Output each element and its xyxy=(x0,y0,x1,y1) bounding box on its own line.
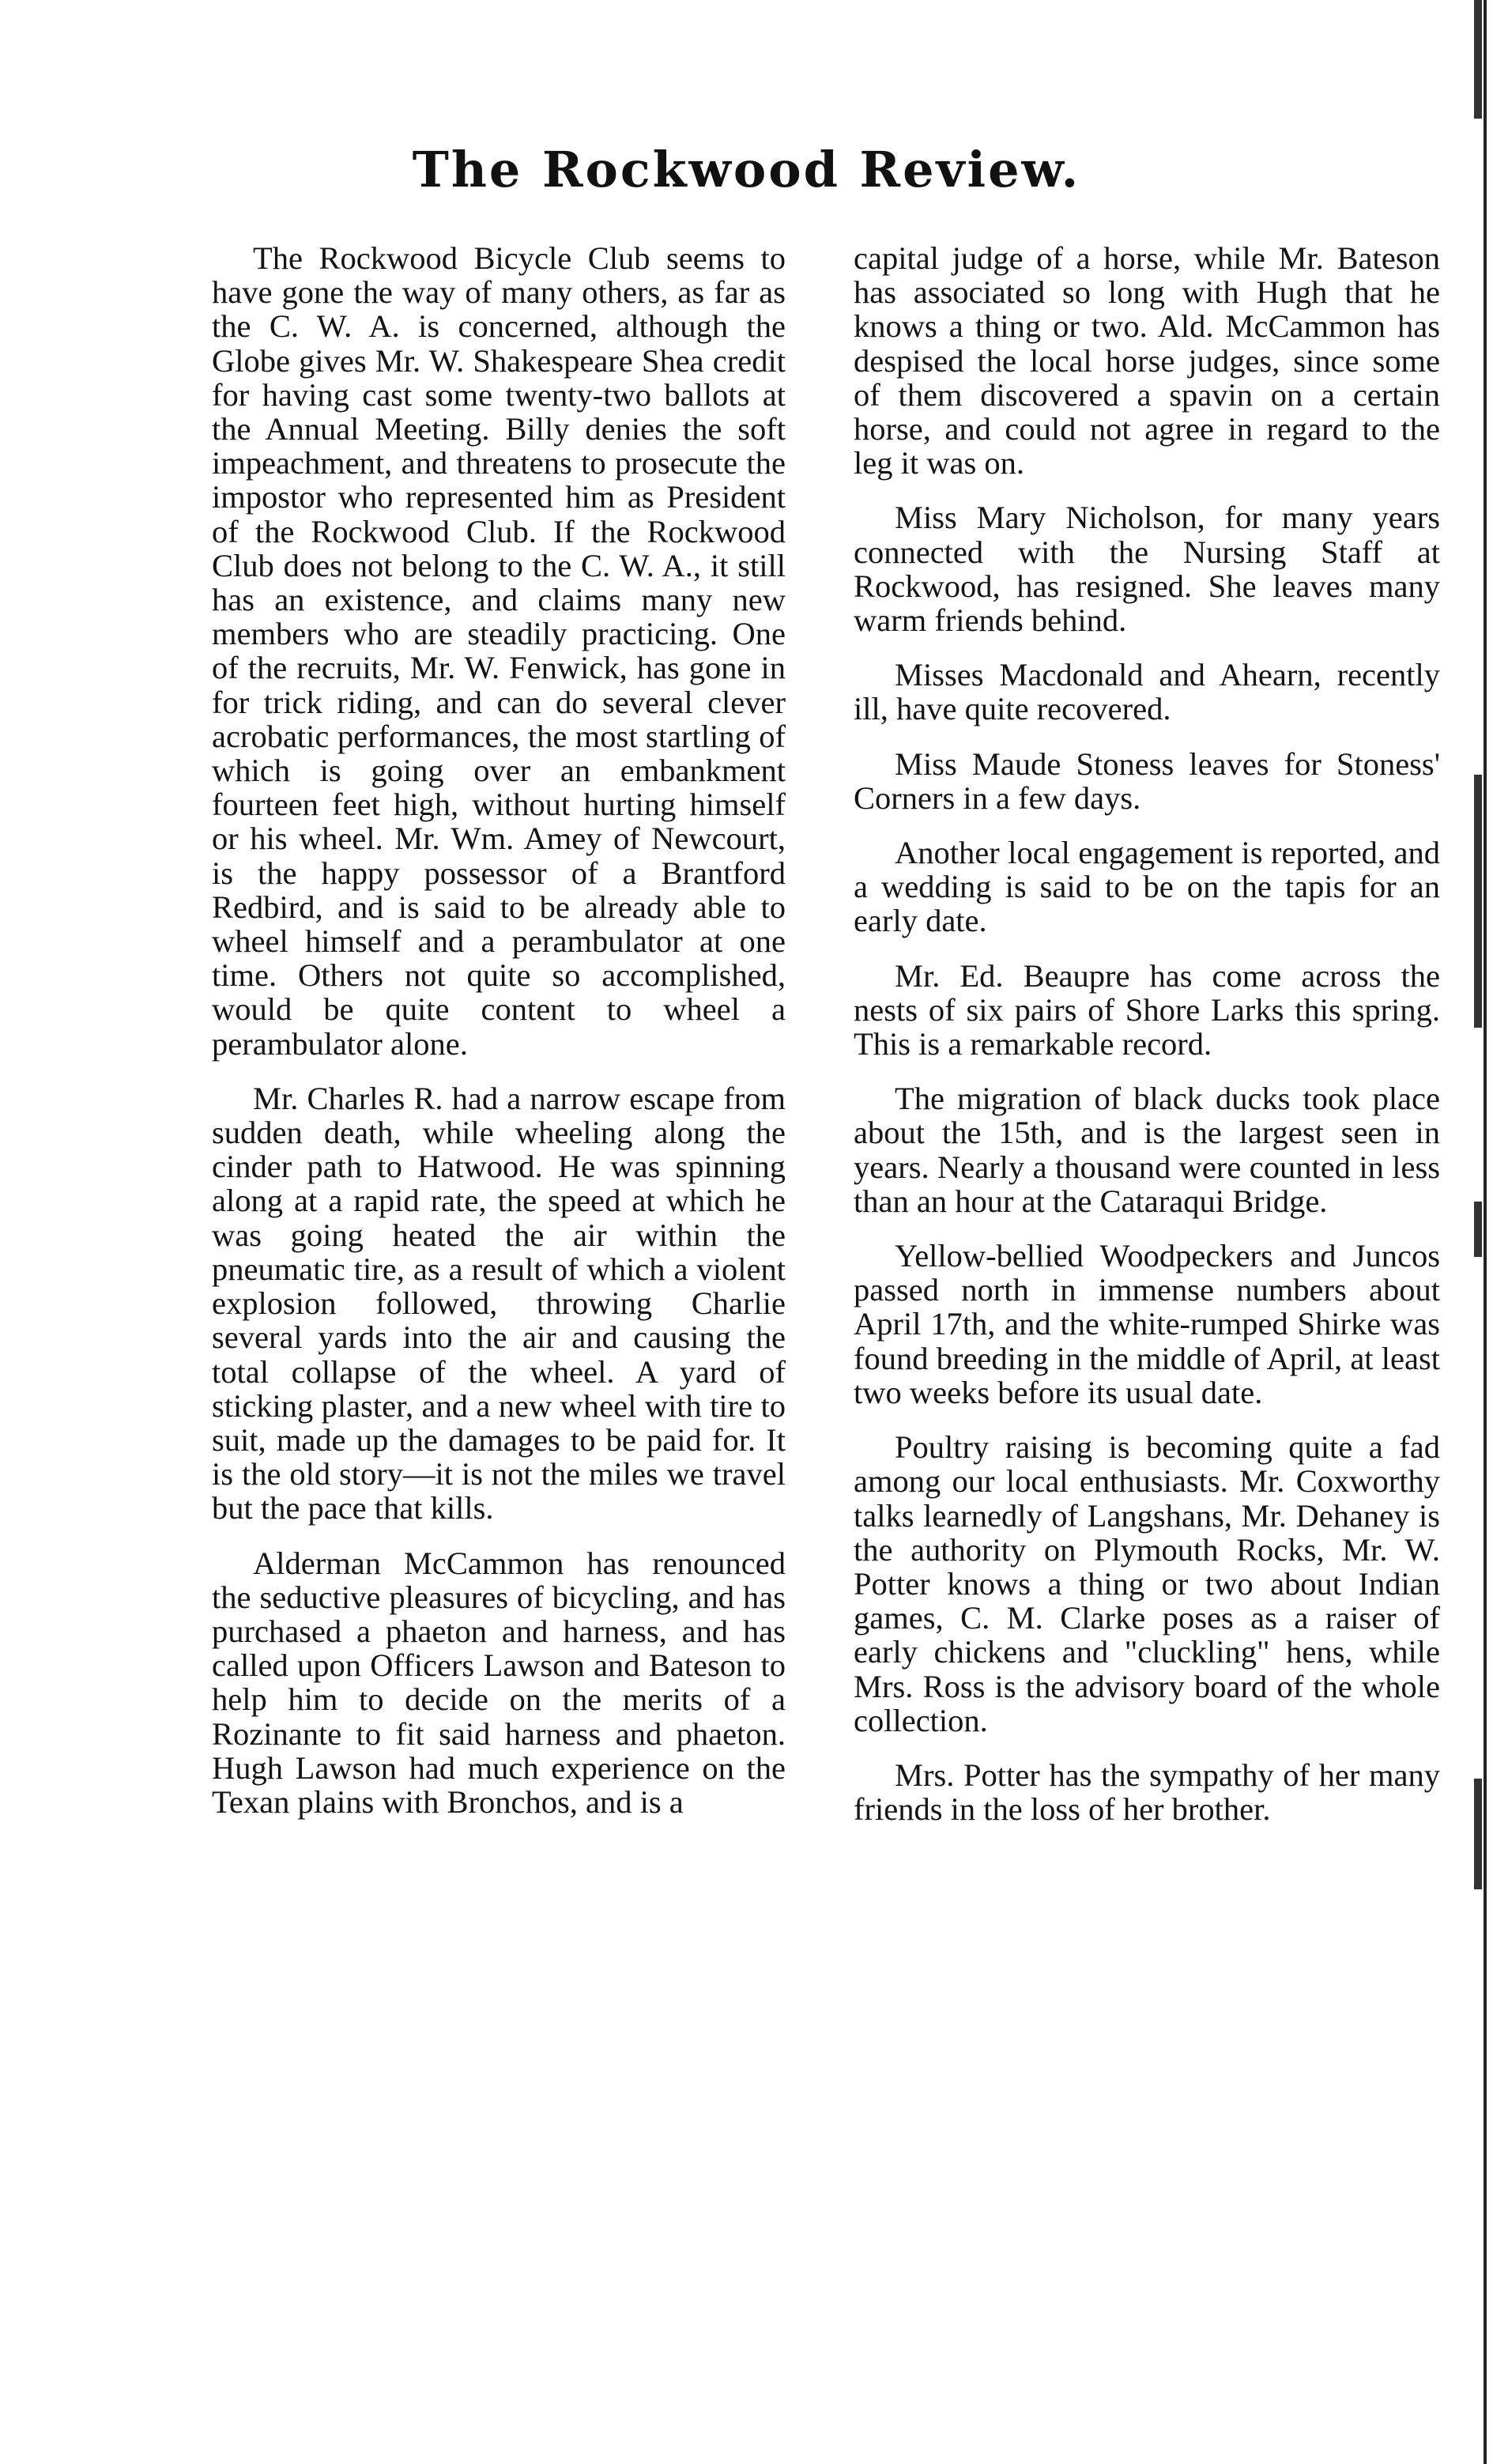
paragraph-macdonald-ahearn: Misses Macdonald and Ahearn, recently ill, have quite recovered. xyxy=(854,657,1440,727)
scan-edge-mark xyxy=(1474,0,1482,119)
paragraph-black-ducks: The migration of black ducks took place about the 15th, and is the largest seen in years. Nearly a thousand were counted in less than an hour at the Cataraqui Bridge. xyxy=(854,1081,1440,1219)
right-column xyxy=(854,241,1440,1847)
paragraph-charles-r: Mr. Charles R. had a narrow escape from sudden death, while wheeling along the cinder path to Hatwood. He was spinning along at a rapid rate, the speed at which he was going heated the air within the pneumatic tire, as a result of which a violent explosion followed, throwing Charlie several yards into the air and causing the total collapse of the wheel. A yard of sticking plaster, and a new wheel with tire to suit, made up the damages to be paid for. It is the old story—it is not the miles we travel but the pace that kills. xyxy=(212,1080,786,1526)
paragraph-mary-nicholson: Miss Mary Nicholson, for many years connected with the Nursing Staff at Rockwood, has resigned. She leaves many warm friends behind. xyxy=(854,500,1440,639)
paragraph-woodpeckers: Yellow-bellied Woodpeckers and Juncos passed north in immense numbers about April 17th, and the white-rumped Shirke was found breeding in the middle of April, at least two weeks before its usual date. xyxy=(854,1238,1440,1410)
paragraph-shore-larks: Mr. Ed. Beaupre has come across the nests of six pairs of Shore Larks this spring. This is a remarkable record. xyxy=(854,957,1440,1062)
paragraph-maude-stoness: Miss Maude Stoness leaves for Stoness' Corners in a few days. xyxy=(854,745,1440,816)
paragraph-bicycle-club: The Rockwood Bicycle Club seems to have gone the way of many others, as far as the C. W. A. is concerned, although the Globe gives Mr. W. Shakespeare Shea credit for having cast some twenty-two ballots at the Annual Meeting. Billy denies the soft impeachment, and threatens to prosecute the impostor who represented him as President of the Rockwood Club. If the Rockwood Club does not belong to the C. W. A., it still has an existence, and claims many new members who are steadily practicing. One of the recruits, Mr. W. Fenwick, has gone in for trick riding, and can do several clever acrobatic performances, the most startling of which is going over an embankment fourteen feet high, without hurting himself or his wheel. Mr. Wm. Amey of Newcourt, is the happy possessor of a Brantford Redbird, and is said to be already able to wheel himself and a perambulator at one time. Others not quite so accomplished, would be quite content to wheel a perambulator alone. xyxy=(212,240,786,1062)
scan-edge-mark xyxy=(1474,1779,1482,1889)
paragraph-horse-judge-continued: capital judge of a horse, while Mr. Bateson has associated so long with Hugh that he knows a thing or two. Ald. McCammon has despised the local horse judges, since some of them discovered a spavin on a certain horse, and could not agree in regard to the leg it was on. xyxy=(854,240,1440,481)
page-title: The Rockwood Review. xyxy=(412,141,1081,198)
scan-edge-mark xyxy=(1474,1202,1482,1257)
paragraph-mrs-potter: Mrs. Potter has the sympathy of her many friends in the loss of her brother. xyxy=(854,1756,1440,1828)
paragraph-alderman-mccammon: Alderman McCammon has renounced the seductive pleasures of bicycling, and has purchased a phaeton and harness, and has called upon Officers Lawson and Bateson to help him to decide on the merits of a Rozinante to fit said harness and phaeton. Hugh Lawson had much experience on the Texan plains with Bronchos, and is a xyxy=(212,1545,786,1820)
scan-edge-mark xyxy=(1474,775,1482,1028)
left-column xyxy=(212,241,786,1840)
paragraph-poultry: Poultry raising is becoming quite a fad among our local enthusiasts. Mr. Coxworthy talks learnedly of Langshans, Mr. Dehaney is the authority on Plymouth Rocks, Mr. W. Potter knows a thing or two about Indian games, C. M. Clarke poses as a raiser of early chickens and "cluckling" hens, while Mrs. Ross is the advisory board of the whole collection. xyxy=(854,1429,1440,1738)
paragraph-engagement: Another local engagement is reported, and a wedding is said to be on the tapis for an early date. xyxy=(854,835,1440,939)
